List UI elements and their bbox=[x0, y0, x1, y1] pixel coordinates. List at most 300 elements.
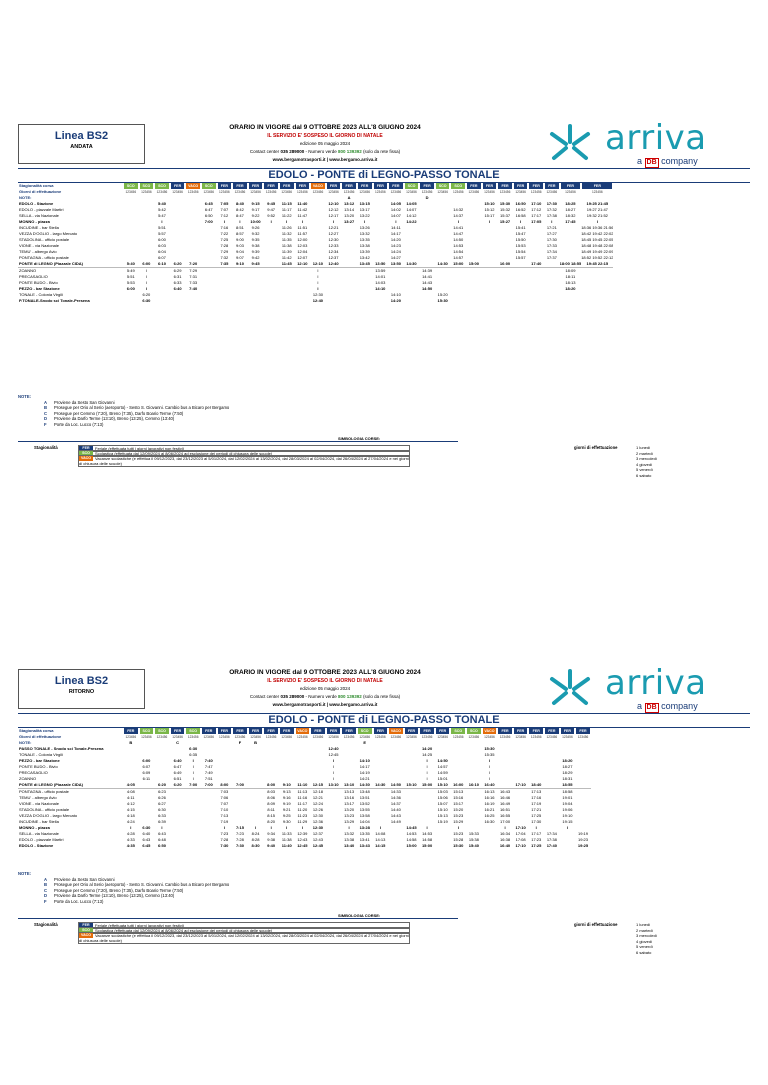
time-cell bbox=[450, 298, 466, 304]
time-cell bbox=[560, 843, 576, 849]
time-cell: 6:43 bbox=[158, 831, 166, 836]
season-badge: FER bbox=[342, 183, 356, 189]
time-cell: 11:10 bbox=[295, 782, 311, 789]
time-cell: 7:28 bbox=[236, 837, 244, 842]
time-cell: 13:17 bbox=[359, 207, 370, 212]
time-cell: 7:05 bbox=[220, 201, 229, 206]
time-cell: 11:22 bbox=[281, 213, 292, 218]
note-line bbox=[18, 422, 229, 428]
time-cell: 9:19 bbox=[282, 801, 291, 806]
time-cell: 19:04 bbox=[562, 801, 573, 806]
time-cell: 15:16 bbox=[453, 795, 464, 800]
days-cell: 123456 bbox=[312, 190, 324, 194]
stop-name: VIONE - via Nazionale bbox=[19, 801, 60, 806]
days-cell: 123456 bbox=[281, 190, 293, 194]
season-badge: FER bbox=[420, 728, 434, 734]
time-cell: 9:03 bbox=[236, 243, 244, 248]
time-cell: 6:30 bbox=[142, 825, 151, 830]
time-cell: 17:30 bbox=[546, 201, 557, 206]
time-cell: 13:13 bbox=[344, 789, 355, 794]
time-cell: 18:11 bbox=[565, 274, 576, 279]
time-cell: I bbox=[596, 219, 598, 224]
season-badge: FER bbox=[327, 183, 341, 189]
time-cell: 11:20 bbox=[297, 807, 308, 812]
time-cell: 12:10 bbox=[295, 261, 311, 268]
time-cell: 12:07 bbox=[297, 255, 308, 260]
time-cell: 14:58 bbox=[406, 837, 417, 842]
stop-name: VIONE - via Nazionale bbox=[19, 243, 60, 248]
time-cell: 9:26 bbox=[251, 225, 260, 230]
time-cell: 9:45 bbox=[267, 201, 276, 206]
season-badge: FER bbox=[467, 183, 481, 189]
season-badge: FER bbox=[576, 728, 590, 734]
timetable-andata bbox=[0, 120, 768, 540]
time-cell bbox=[544, 298, 560, 304]
time-cell: 12:30 bbox=[312, 825, 324, 830]
time-cell: 13:23 bbox=[344, 813, 355, 818]
time-cell: 13:38 bbox=[344, 837, 355, 842]
days-cell: 123456 bbox=[468, 190, 480, 194]
time-cell: 17:34 bbox=[546, 831, 557, 836]
logo-word: arriva bbox=[605, 663, 707, 703]
time-cell: 7:00 bbox=[232, 782, 248, 789]
time-cell: 6:00 bbox=[126, 286, 135, 291]
stop-row bbox=[18, 298, 613, 304]
time-cell: I bbox=[488, 219, 491, 224]
time-cell: 16:55 bbox=[500, 813, 511, 818]
time-cell: 15:13 bbox=[453, 789, 464, 794]
stop-name: PASSO TONALE - Snodo sci Tonale-Presena bbox=[19, 746, 104, 751]
time-cell bbox=[185, 843, 201, 849]
time-cell: 15:53 bbox=[515, 243, 526, 248]
contact-suffix: (solo da rete fissa) bbox=[363, 149, 401, 154]
time-cell: 14:22 bbox=[406, 219, 417, 224]
time-cell: 7:25 bbox=[220, 237, 229, 242]
time-cell: 14:17 bbox=[390, 231, 401, 236]
days-cell: 123456 bbox=[452, 735, 464, 739]
note-cell: B bbox=[254, 740, 257, 745]
direction-label: RITORNO bbox=[68, 689, 95, 695]
stop-name: PONTE BUDO - Bivio bbox=[19, 764, 58, 769]
notes-heading: NOTE: bbox=[18, 871, 32, 876]
time-cell: 14:10 bbox=[390, 292, 401, 297]
time-cell: I bbox=[488, 770, 491, 775]
time-cell bbox=[185, 298, 201, 304]
time-cell: 8:24 bbox=[251, 831, 260, 836]
time-cell: I bbox=[551, 219, 553, 224]
legend-swatch: VACO bbox=[80, 933, 92, 937]
time-cell: 4:08 bbox=[126, 789, 135, 794]
time-cell: 5:57 bbox=[158, 231, 166, 236]
time-cell: 19:23 bbox=[578, 837, 589, 842]
legend-text: Scolastica (effettuata dal 12/09/2024 al 8/06/2024 ad esclusione dei periodi di chiusura delle scuole) bbox=[95, 928, 273, 933]
note-key: A bbox=[44, 876, 48, 882]
time-cell: 7:33 bbox=[189, 280, 198, 285]
stop-name: TONALE - Colonia Virgili bbox=[19, 752, 63, 757]
time-cell: 12:26 bbox=[312, 807, 323, 812]
season-badge: FER bbox=[529, 728, 543, 734]
note-cell: A bbox=[347, 195, 351, 200]
time-cell: 17:30 bbox=[531, 819, 542, 824]
time-cell: I bbox=[161, 219, 163, 224]
time-cell: 14:30 bbox=[435, 261, 451, 268]
time-cell: 5:49 bbox=[126, 268, 135, 273]
time-cell: 13:35 bbox=[359, 237, 370, 242]
season-badge: SCO bbox=[436, 183, 450, 189]
time-cell: 12:24 bbox=[312, 801, 323, 806]
season-badge: FER bbox=[311, 728, 325, 734]
time-cell: 9:16 bbox=[282, 795, 291, 800]
time-cell: 8:42 bbox=[236, 207, 244, 212]
time-cell bbox=[326, 843, 342, 849]
legend-text: Feriale (effettuata tutti i giorni lavorativi non festivi) bbox=[95, 923, 185, 928]
time-cell: 8:47 bbox=[236, 213, 244, 218]
season-badge: FER bbox=[514, 728, 528, 734]
stop-name: PONTAGNA - ufficio postale bbox=[19, 255, 69, 260]
time-cell: 6:50 bbox=[204, 213, 213, 218]
stop-row bbox=[18, 843, 591, 849]
time-cell: 13:38 bbox=[359, 243, 370, 248]
season-badge: FER bbox=[218, 183, 232, 189]
time-cell: I bbox=[332, 764, 335, 769]
days-cell: 123456 bbox=[546, 735, 558, 739]
legend-text: Scolastica (effettuata dal 12/09/2024 al 8/06/2024 ad esclusione dei periodi di chiusura delle scuole) bbox=[95, 451, 273, 456]
time-cell: 8:09 bbox=[267, 801, 276, 806]
time-cell: 12:17 bbox=[328, 213, 339, 218]
time-cell: 15:54 bbox=[515, 249, 526, 254]
time-cell: 12:30 bbox=[312, 292, 323, 297]
time-cell: 8:40 bbox=[235, 201, 244, 206]
legend-days-label: giorni di effettuazione bbox=[574, 445, 618, 450]
time-cell: 14:12 bbox=[406, 213, 417, 218]
time-cell: I bbox=[301, 219, 303, 224]
time-cell: 13:59 bbox=[375, 268, 386, 273]
stop-name: PEZZO - bar Stazione bbox=[19, 758, 60, 763]
season-badge: FER bbox=[249, 183, 263, 189]
time-cell: 19:15 bbox=[562, 819, 573, 824]
days-cell: 123456 bbox=[499, 190, 511, 194]
time-cell: 15:20 bbox=[437, 292, 448, 297]
time-cell: 12:39 bbox=[297, 831, 308, 836]
time-cell: I bbox=[270, 219, 272, 224]
time-cell: 6:30 bbox=[158, 807, 166, 812]
time-cell: 15:10 bbox=[484, 201, 495, 206]
days-cell: 123456 bbox=[328, 190, 339, 194]
legend-text: Vacanze scolastiche (e effettua il 09/12/2023, dal 23/12/2023 al 5/01/2024, dal 12/02/2024 al 13/02/2024, dal 28/03/2024 al 02/04/2024, dal 26/04/2024 al 27/04/2024 e nei giorni di chiusura delle scuole) bbox=[79, 456, 409, 466]
time-cell: 12:43 bbox=[297, 837, 308, 842]
time-cell: I bbox=[504, 825, 506, 830]
time-cell: 6:07 bbox=[158, 255, 166, 260]
time-cell: 6:20 bbox=[142, 292, 151, 297]
time-cell: 12:21 bbox=[328, 225, 339, 230]
time-cell: I bbox=[488, 776, 491, 781]
contact-text bbox=[205, 693, 445, 701]
time-cell: 13:41 bbox=[359, 837, 370, 842]
validity-text: ORARIO IN VIGORE dal 9 OTTOBRE 2023 ALL'8 GIUGNO 2024 bbox=[229, 669, 421, 676]
time-cell: 12:04 bbox=[297, 249, 308, 254]
time-cell: 9:47 bbox=[267, 207, 276, 212]
time-cell: 16:40 bbox=[499, 843, 511, 848]
time-cell: 14:21 bbox=[359, 776, 370, 781]
note-cell: F bbox=[238, 740, 242, 745]
time-cell: 6:30 bbox=[189, 746, 198, 751]
time-cell: 14:50 bbox=[421, 286, 433, 291]
time-cell: 13:50 bbox=[388, 261, 404, 268]
website-text: www.bergamotrasporti.it | www.bergamo.arriva.it bbox=[272, 157, 378, 162]
time-cell bbox=[201, 298, 217, 304]
stop-name: ZOANNO bbox=[19, 268, 37, 273]
time-cell: 17:34 bbox=[546, 249, 557, 254]
time-cell bbox=[513, 298, 529, 304]
time-cell: 8:28 bbox=[251, 837, 260, 842]
time-cell bbox=[404, 298, 420, 304]
days-cell: 123456 bbox=[343, 735, 355, 739]
season-badge: FER bbox=[264, 183, 278, 189]
time-cell: 14:53 bbox=[422, 831, 433, 836]
time-cell: 18:20 bbox=[565, 286, 576, 291]
time-cell: 17:16 bbox=[531, 795, 542, 800]
season-badge: FER bbox=[218, 728, 232, 734]
days-cell: 123456 bbox=[265, 735, 277, 739]
time-cell: 6:47 bbox=[173, 764, 182, 769]
time-cell: 15:00 bbox=[466, 261, 482, 268]
time-cell: 6:39 bbox=[158, 819, 166, 824]
time-cell: 16:34 bbox=[500, 831, 511, 836]
logo-sub-pre: a bbox=[637, 701, 643, 711]
time-cell: 6:20 bbox=[154, 782, 170, 789]
time-cell: 17:17 bbox=[531, 831, 542, 836]
time-cell: 15:00 bbox=[419, 782, 435, 789]
legend-title: SIMBOLOGIA CORSE: bbox=[338, 436, 381, 441]
time-cell: 17:08 bbox=[515, 837, 526, 842]
time-cell: 19:25 bbox=[577, 843, 589, 848]
time-cell bbox=[170, 298, 186, 304]
days-cell: 123456 bbox=[156, 190, 168, 194]
season-badge: FER bbox=[582, 183, 612, 189]
time-cell: 7:20 bbox=[185, 261, 201, 268]
stop-name: SELLA - via Nazionale bbox=[19, 831, 59, 836]
legend-title: SIMBOLOGIA CORSE: bbox=[338, 913, 381, 918]
time-cell: 15:27 bbox=[499, 219, 511, 224]
time-cell: 17:00 bbox=[500, 819, 511, 824]
time-cell: 8:00 bbox=[217, 782, 233, 789]
time-cell: 6:50 bbox=[157, 843, 166, 848]
time-cell: I bbox=[192, 770, 194, 775]
time-cell: 14:08 bbox=[375, 831, 386, 836]
time-cell: 16:58 bbox=[515, 213, 526, 218]
time-cell: 18:55 bbox=[560, 782, 576, 789]
days-cell: 123456 bbox=[297, 190, 308, 194]
time-cell: 13:27 bbox=[343, 219, 355, 224]
time-cell: 9:07 bbox=[236, 255, 244, 260]
time-cell: 4:15 bbox=[126, 807, 135, 812]
time-cell: 5:40 bbox=[157, 201, 166, 206]
time-cell: 12:00 bbox=[297, 237, 308, 242]
time-cell bbox=[435, 843, 451, 849]
time-cell: 15:30 bbox=[453, 843, 464, 848]
line-name: Linea BS2 bbox=[54, 675, 109, 687]
time-cell: 13:55 bbox=[359, 807, 370, 812]
time-cell: I bbox=[426, 825, 428, 830]
time-cell: 4:24 bbox=[126, 819, 135, 824]
season-badge: FER bbox=[233, 183, 247, 189]
time-cell: 13:10 bbox=[326, 782, 342, 789]
season-badge: FER bbox=[545, 183, 559, 189]
time-cell: I bbox=[379, 825, 381, 830]
time-cell: 6:47 bbox=[204, 207, 213, 212]
time-cell: 15:03 bbox=[437, 789, 448, 794]
days-cell: 123456 bbox=[250, 735, 261, 739]
legend-day: 5 venerdì bbox=[636, 944, 653, 949]
time-cell: 11:13 bbox=[297, 789, 308, 794]
time-cell: 6:33 bbox=[158, 813, 166, 818]
time-cell: 11:38 bbox=[281, 837, 292, 842]
time-cell: 13:51 bbox=[359, 795, 370, 800]
time-cell: 12:15 bbox=[310, 782, 326, 789]
time-cell: 15:30 bbox=[499, 201, 511, 206]
days-cell: 123456 bbox=[390, 735, 402, 739]
time-cell: 11:38 bbox=[281, 243, 292, 248]
time-cell: 8:03 bbox=[267, 789, 276, 794]
time-cell: 17:40 bbox=[528, 261, 544, 268]
stop-name: STADOLINA - ufficio postale bbox=[19, 807, 70, 812]
note-text: Porte da Loc. Lucco (7:13) bbox=[54, 898, 104, 904]
time-cell: 14:30 bbox=[357, 782, 373, 789]
days-cell: 123456 bbox=[515, 735, 526, 739]
time-cell: 10:00 bbox=[250, 219, 261, 224]
time-cell: 18:52 19:52 22:12 bbox=[581, 255, 614, 260]
time-cell: 9:52 bbox=[267, 213, 276, 218]
time-cell: I bbox=[145, 280, 147, 285]
season-badge: FER bbox=[545, 728, 559, 734]
line-box bbox=[18, 669, 145, 709]
time-cell: 11:39 bbox=[281, 249, 292, 254]
season-badge: FER bbox=[280, 183, 294, 189]
time-cell: 14:20 bbox=[390, 298, 401, 303]
time-cell: 14:03 bbox=[375, 280, 386, 285]
time-cell: 15:13 bbox=[437, 813, 448, 818]
legend-item bbox=[78, 932, 410, 944]
time-cell: 13:20 bbox=[344, 213, 355, 218]
time-cell: 8:57 bbox=[236, 231, 244, 236]
time-cell: 14:37 bbox=[453, 213, 464, 218]
stop-name: TONALE - Colonia Virgili bbox=[19, 292, 63, 297]
time-cell: 11:17 bbox=[281, 207, 292, 212]
days-cell: 123456 bbox=[141, 190, 152, 194]
contact-mid: - Numero verde bbox=[305, 694, 337, 699]
time-cell: 5:53 bbox=[126, 280, 135, 285]
days-cell: 123456 bbox=[484, 735, 495, 739]
time-cell: I bbox=[301, 825, 303, 830]
time-cell: 14:30 bbox=[373, 782, 389, 789]
time-cell: 17:19 bbox=[531, 801, 542, 806]
season-badge: FER bbox=[420, 183, 434, 189]
green-number: 800 139392 bbox=[338, 149, 362, 154]
time-cell: 17:10 bbox=[515, 825, 526, 830]
season-badge: FER bbox=[249, 728, 263, 734]
season-badge: FER bbox=[342, 728, 356, 734]
stop-name: PEZZO - bar Stazione bbox=[19, 286, 60, 291]
time-cell: 8:11 bbox=[267, 807, 275, 812]
legend-day: 6 sabato bbox=[636, 472, 652, 478]
time-cell: 13:58 bbox=[359, 813, 370, 818]
time-cell: 18:48 19:48 22:08 bbox=[581, 243, 614, 248]
time-cell: 11:45 bbox=[279, 261, 295, 268]
time-cell: I bbox=[223, 219, 225, 224]
time-cell: 7:19 bbox=[220, 819, 229, 824]
time-cell: I bbox=[239, 219, 241, 224]
days-cell: 123456 bbox=[437, 190, 448, 194]
time-cell: 18:31 bbox=[562, 776, 573, 781]
season-badge: FER bbox=[483, 183, 497, 189]
time-cell: 7:30 bbox=[220, 843, 229, 848]
days-cell: 123456 bbox=[374, 735, 386, 739]
time-cell: 4:18 bbox=[126, 813, 135, 818]
days-cell: 123456 bbox=[577, 735, 589, 739]
arriva-star-icon bbox=[540, 667, 600, 711]
time-cell: 6:09 bbox=[142, 770, 151, 775]
time-cell: 12:10 bbox=[328, 201, 339, 206]
time-cell: 18:40 bbox=[528, 782, 544, 789]
time-cell: 7:23 bbox=[236, 831, 244, 836]
time-cell: 15:23 bbox=[453, 813, 464, 818]
season-badge: FER bbox=[436, 728, 450, 734]
time-cell: 19:25 21:45 bbox=[586, 201, 609, 206]
season-badge: SCO bbox=[155, 183, 169, 189]
time-cell: 15:50 bbox=[515, 237, 526, 242]
time-cell bbox=[497, 298, 513, 304]
time-cell: I bbox=[332, 758, 335, 763]
season-badge: FER bbox=[561, 183, 581, 189]
note-key: B bbox=[44, 405, 48, 410]
stop-name: EDOLO - Stazione bbox=[19, 201, 54, 206]
season-badge: SCO bbox=[451, 183, 465, 189]
note-text: Proviene da Sesto San Giovanni bbox=[54, 876, 115, 882]
days-cell: 123456 bbox=[203, 190, 215, 194]
time-cell: I bbox=[426, 770, 428, 775]
time-cell: 14:11 bbox=[391, 225, 401, 230]
time-cell: 6:20 bbox=[170, 782, 186, 789]
time-cell: 18:27 bbox=[565, 207, 576, 212]
timetable bbox=[18, 183, 613, 304]
note-text: Prosegue per Orio al Serio (aeroporto) - Sesto S. Giovanni. Cambio bus a Bicaro per Bergamo bbox=[54, 405, 230, 410]
days-cell: 123456 bbox=[172, 735, 183, 739]
time-cell: 16:00 bbox=[497, 261, 513, 268]
notes-heading: NOTE: bbox=[18, 394, 32, 399]
time-cell: 12:43 bbox=[312, 837, 323, 842]
time-cell: 11:33 bbox=[281, 831, 292, 836]
days-cell: 123456 bbox=[515, 190, 526, 194]
days-cell: 123456 bbox=[374, 190, 386, 194]
time-cell: 16:52 bbox=[515, 207, 526, 212]
time-cell: 16:00 bbox=[450, 782, 466, 789]
season-badge: FER bbox=[498, 728, 512, 734]
legend-day: 5 venerdì bbox=[636, 467, 653, 472]
time-cell: 9:15 bbox=[251, 201, 260, 206]
time-cell: I bbox=[488, 764, 491, 769]
time-cell: 14:57 bbox=[437, 764, 448, 769]
season-badge: SCO bbox=[186, 728, 200, 734]
season-badge: VACO bbox=[312, 184, 323, 188]
time-cell: 9:00 bbox=[236, 237, 244, 242]
note-text: Proviene da Darfo Terme (13:10), Breno (13:25), Cemmo (13:40) bbox=[54, 416, 175, 421]
time-cell bbox=[170, 843, 186, 849]
legend-day: 3 mercoledì bbox=[636, 933, 657, 938]
time-cell: 7:00 bbox=[204, 219, 213, 224]
note-key: B bbox=[44, 882, 48, 887]
time-cell: 12:03 bbox=[297, 243, 308, 248]
arriva-logo bbox=[540, 663, 755, 711]
